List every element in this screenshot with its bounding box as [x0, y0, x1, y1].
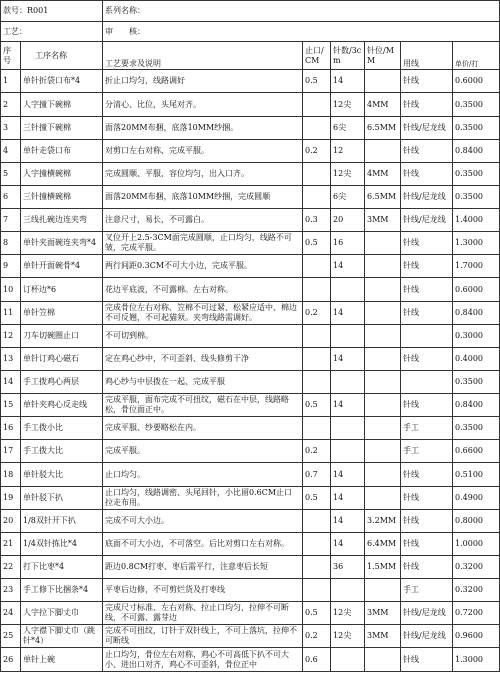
style-number: 款号：R001: [1, 1, 103, 22]
row-stitch-count: 6尖: [331, 116, 365, 139]
row-process-name: 人字拉下脚丈巾: [21, 602, 103, 625]
row-process-name: 1/8双针开下扒: [21, 509, 103, 532]
table-row: [1, 324, 500, 347]
row-stop-mouth: 0.5: [303, 602, 331, 625]
row-requirement: 完成尺寸标准、左右对称、拉止口均匀，拉伸不可断线，不可露、露芽边: [103, 602, 303, 625]
row-stitch-count: 12尖: [331, 162, 365, 185]
row-stop-mouth: 0.5: [303, 70, 331, 93]
row-stop-mouth: 0.2: [303, 440, 331, 463]
table-row: [1, 116, 500, 139]
row-stitch-count: 12尖: [331, 93, 365, 116]
row-stop-mouth: 0.2: [303, 139, 331, 162]
row-requirement: 两行间距0.3CM不可大小边，完成平服。: [103, 255, 303, 278]
row-seq: 9: [1, 255, 21, 278]
row-thread: 针线: [401, 70, 453, 93]
row-requirement: 对剪口左右对称，完成平服。: [103, 139, 303, 162]
table-row: [1, 232, 500, 255]
row-needle-gauge: [365, 70, 401, 93]
table-row: [1, 602, 500, 625]
row-stop-mouth: [303, 509, 331, 532]
table-row: [1, 162, 500, 185]
row-process-name: 单针开面碗骨*4: [21, 255, 103, 278]
row-process-name: 单针笠棉: [21, 301, 103, 324]
row-unit-price: 0.6000: [453, 70, 500, 93]
row-seq: 25: [1, 625, 21, 648]
row-needle-gauge: 1.5MM: [365, 555, 401, 578]
table-row: [1, 394, 500, 417]
row-requirement: 平枣后边修，不可剪烂货及打枣线: [103, 579, 303, 602]
row-needle-gauge: [365, 139, 401, 162]
row-stitch-count: [331, 278, 365, 301]
row-requirement: 花边平底波，不可露棉。左右对称。: [103, 278, 303, 301]
row-needle-gauge: 4MM: [365, 93, 401, 116]
row-stop-mouth: [303, 185, 331, 208]
table-row: [1, 255, 500, 278]
row-needle-gauge: 3MM: [365, 209, 401, 232]
row-requirement: 面落20MM布捆，底落10MM纱捆，完成圆顺: [103, 185, 303, 208]
row-thread: 针线: [401, 255, 453, 278]
row-seq: 21: [1, 532, 21, 555]
table-row: [1, 185, 500, 208]
row-thread: 针线: [401, 232, 453, 255]
row-requirement: 止口均匀，骨位左右对称，鸡心不可高低下扒不可大小、进出口对齐，鸡心不可歪斜，骨位正中: [103, 648, 303, 672]
row-process-name: 三针撞下碗棉: [21, 116, 103, 139]
row-stop-mouth: 0.5: [303, 486, 331, 509]
row-thread: 手工: [401, 579, 453, 602]
row-unit-price: 0.3200: [453, 555, 500, 578]
row-process-name: 手工修下比捆条*4: [21, 579, 103, 602]
col-needle-gauge: 针位/MM: [365, 41, 401, 70]
row-seq: 2: [1, 93, 21, 116]
row-unit-price: 0.7200: [453, 602, 500, 625]
row-needle-gauge: [365, 648, 401, 672]
row-unit-price: 1.4000: [453, 209, 500, 232]
row-unit-price: 0.8000: [453, 509, 500, 532]
table-row: [1, 532, 500, 555]
row-needle-gauge: [365, 278, 401, 301]
row-process-name: 单针驳大比: [21, 463, 103, 486]
row-stop-mouth: [303, 324, 331, 347]
row-process-name: 1/4双针拣比*4: [21, 532, 103, 555]
col-seq: 序号: [1, 41, 21, 70]
row-stop-mouth: 0.3: [303, 209, 331, 232]
row-needle-gauge: [365, 486, 401, 509]
row-stitch-count: 14: [331, 301, 365, 324]
row-process-name: 人字撞下碗棉: [21, 93, 103, 116]
row-thread: 针线/尼龙线: [401, 185, 453, 208]
row-thread: [401, 324, 453, 347]
row-seq: 5: [1, 162, 21, 185]
row-thread: 针线: [401, 463, 453, 486]
row-process-name: 三针撞横碗棉: [21, 185, 103, 208]
row-needle-gauge: [365, 324, 401, 347]
row-stop-mouth: [303, 370, 331, 393]
row-thread: 针线: [401, 394, 453, 417]
table-row: [1, 579, 500, 602]
row-unit-price: 0.3200: [453, 579, 500, 602]
row-seq: 15: [1, 394, 21, 417]
row-thread: 针线: [401, 555, 453, 578]
table-row: [1, 648, 500, 672]
row-requirement: 分清心、比位，头尾对齐。: [103, 93, 303, 116]
row-needle-gauge: [365, 255, 401, 278]
row-seq: 23: [1, 579, 21, 602]
row-requirement: 不可切到棉。: [103, 324, 303, 347]
row-needle-gauge: [365, 440, 401, 463]
row-requirement: 完成不可扭纹，订针于双针线上，不可上落坑，拉伸不可断线: [103, 625, 303, 648]
row-stop-mouth: 0.7: [303, 463, 331, 486]
table-row: [1, 509, 500, 532]
table-row: [1, 209, 500, 232]
row-unit-price: 1.0000: [453, 532, 500, 555]
row-unit-price: 0.3500: [453, 417, 500, 440]
row-requirement: 叉位开上2.5-3CM面完成圆顺，止口均匀，线路不可皱，完成平服。: [103, 232, 303, 255]
row-requirement: 完成不可大小边。: [103, 509, 303, 532]
row-stitch-count: 6尖: [331, 185, 365, 208]
row-thread: 针线: [401, 162, 453, 185]
col-thread: 用线: [401, 41, 453, 70]
row-unit-price: 0.3500: [453, 185, 500, 208]
table-row: [1, 440, 500, 463]
row-process-name: 三线扎碗边连夹弯: [21, 209, 103, 232]
row-unit-price: 1.7000: [453, 255, 500, 278]
row-stop-mouth: [303, 162, 331, 185]
row-unit-price: 0.5100: [453, 463, 500, 486]
row-needle-gauge: [365, 463, 401, 486]
row-stitch-count: [331, 648, 365, 672]
table-row: [1, 347, 500, 370]
row-stitch-count: [331, 370, 365, 393]
row-stitch-count: 14: [331, 70, 365, 93]
row-process-name: 单针驳下扒: [21, 486, 103, 509]
row-unit-price: 0.6600: [453, 440, 500, 463]
row-needle-gauge: 3MM: [365, 602, 401, 625]
row-requirement: 完成平服，面布完成不可扭纹，磁石在中层，线路略松，骨位面正中。: [103, 394, 303, 417]
row-process-name: 单针订鸡心磁石: [21, 347, 103, 370]
row-seq: 8: [1, 232, 21, 255]
row-stitch-count: 16: [331, 232, 365, 255]
table-row: [1, 463, 500, 486]
row-stop-mouth: [303, 579, 331, 602]
row-stop-mouth: [303, 347, 331, 370]
row-thread: [401, 370, 453, 393]
col-stitch-count: 针数/3cm: [331, 41, 365, 70]
row-needle-gauge: [365, 232, 401, 255]
row-stitch-count: 14: [331, 347, 365, 370]
row-stitch-count: [331, 324, 365, 347]
row-requirement: 面落20MM布捆，底落10MM纱捆。: [103, 116, 303, 139]
row-process-name: 手工拨小比: [21, 417, 103, 440]
row-stitch-count: 14: [331, 486, 365, 509]
row-process-name: 订杯边*6: [21, 278, 103, 301]
table-row: [1, 93, 500, 116]
row-unit-price: 0.3000: [453, 324, 500, 347]
col-unit-price: 单价/打: [453, 41, 500, 70]
row-process-name: 单针夹面碗连夹弯*4: [21, 232, 103, 255]
row-stitch-count: [331, 417, 365, 440]
row-seq: 20: [1, 509, 21, 532]
row-needle-gauge: [365, 394, 401, 417]
row-needle-gauge: 6.4MM: [365, 532, 401, 555]
row-unit-price: 0.6000: [453, 278, 500, 301]
row-stitch-count: 20: [331, 209, 365, 232]
row-thread: 手工: [401, 417, 453, 440]
row-thread: 针线/尼龙线: [401, 602, 453, 625]
row-seq: 12: [1, 324, 21, 347]
row-process-name: 打下比枣*4: [21, 555, 103, 578]
row-seq: 16: [1, 417, 21, 440]
row-stop-mouth: [303, 555, 331, 578]
row-stitch-count: 14: [331, 463, 365, 486]
row-stitch-count: [331, 440, 365, 463]
row-requirement: 定在鸡心纱中，不可歪斜、线头修剪干净: [103, 347, 303, 370]
row-stop-mouth: [303, 417, 331, 440]
row-process-name: 手工拨大比: [21, 440, 103, 463]
row-needle-gauge: 3MM: [365, 625, 401, 648]
row-thread: 针线: [401, 139, 453, 162]
row-unit-price: 0.8400: [453, 394, 500, 417]
row-stitch-count: [331, 579, 365, 602]
row-stop-mouth: 0.5: [303, 232, 331, 255]
row-seq: 24: [1, 602, 21, 625]
row-stitch-count: 12尖: [331, 602, 365, 625]
row-unit-price: 0.8400: [453, 301, 500, 324]
row-requirement: 止口均匀。: [103, 463, 303, 486]
table-row: [1, 486, 500, 509]
row-seq: 14: [1, 370, 21, 393]
table-row: [1, 278, 500, 301]
table-row: [1, 625, 500, 648]
row-process-name: 单针折袋口布*4: [21, 70, 103, 93]
row-unit-price: 0.9600: [453, 625, 500, 648]
table-row: [1, 301, 500, 324]
row-seq: 6: [1, 185, 21, 208]
row-stitch-count: 12: [331, 139, 365, 162]
col-stop-mouth: 止口/CM: [303, 41, 331, 70]
series-name: 系列名称：: [103, 1, 500, 22]
row-unit-price: 0.3500: [453, 116, 500, 139]
row-stop-mouth: [303, 278, 331, 301]
row-thread: 针线/尼龙线: [401, 116, 453, 139]
row-unit-price: 0.4000: [453, 347, 500, 370]
row-requirement: 距边0.8CM打枣、枣后需平行，注意枣后长短: [103, 555, 303, 578]
row-thread: 针线: [401, 93, 453, 116]
row-requirement: 注意尺寸，易长，不可露白。: [103, 209, 303, 232]
row-unit-price: 0.3500: [453, 162, 500, 185]
table-row: [1, 417, 500, 440]
row-stop-mouth: 0.6: [303, 648, 331, 672]
row-requirement: 完成平服。: [103, 440, 303, 463]
row-requirement: 止口均匀，线路调密、头尾回针，小比留0.6CM止口拉走布用。: [103, 486, 303, 509]
row-seq: 3: [1, 116, 21, 139]
col-process-name: 工序名称: [21, 41, 103, 70]
row-stop-mouth: [303, 532, 331, 555]
row-thread: 针线: [401, 648, 453, 672]
row-needle-gauge: 6.5MM: [365, 116, 401, 139]
row-stitch-count: 14: [331, 509, 365, 532]
row-process-name: 单针夹鸡心反走线: [21, 394, 103, 417]
row-stop-mouth: 0.5: [303, 394, 331, 417]
row-process-name: 单针上碗: [21, 648, 103, 672]
row-needle-gauge: [365, 347, 401, 370]
row-unit-price: 0.4900: [453, 486, 500, 509]
row-requirement: 鸡心纱与中层拨在一起、完成平服: [103, 370, 303, 393]
row-stitch-count: 12尖: [331, 625, 365, 648]
row-seq: 17: [1, 440, 21, 463]
row-seq: 13: [1, 347, 21, 370]
row-stitch-count: 14: [331, 532, 365, 555]
table-row: [1, 555, 500, 578]
row-thread: 针线: [401, 532, 453, 555]
row-stop-mouth: 0.2: [303, 625, 331, 648]
row-seq: 4: [1, 139, 21, 162]
row-needle-gauge: [365, 579, 401, 602]
row-needle-gauge: 3.2MM: [365, 509, 401, 532]
row-unit-price: 1.3000: [453, 232, 500, 255]
row-process-name: 人字撞横碗棉: [21, 162, 103, 185]
row-requirement: 折止口均匀，线路调好: [103, 70, 303, 93]
row-thread: 手工: [401, 440, 453, 463]
row-requirement: 完成平服、纱要略松在内。: [103, 417, 303, 440]
row-unit-price: 1.3000: [453, 648, 500, 672]
row-stop-mouth: [303, 93, 331, 116]
row-stitch-count: 36: [331, 555, 365, 578]
row-process-name: 手工拨鸡心两层: [21, 370, 103, 393]
row-thread: 针线: [401, 486, 453, 509]
row-stop-mouth: [303, 255, 331, 278]
row-stitch-count: 14: [331, 394, 365, 417]
row-seq: 19: [1, 486, 21, 509]
row-requirement: 完成骨位左右对称、笠棉不可过紧、松紧应适中、棉边不可反翘，不可起猫须。夹弯线路需调好。: [103, 301, 303, 324]
row-thread: 针线/尼龙线: [401, 209, 453, 232]
row-requirement: 完成圆顺、平服，容位均匀，出入口齐。: [103, 162, 303, 185]
row-seq: 22: [1, 555, 21, 578]
row-process-name: 单针走袋口布: [21, 139, 103, 162]
process-label: 工艺：: [1, 22, 103, 41]
row-needle-gauge: [365, 370, 401, 393]
row-unit-price: 0.3500: [453, 93, 500, 116]
row-thread: 针线: [401, 347, 453, 370]
row-needle-gauge: [365, 417, 401, 440]
row-seq: 11: [1, 301, 21, 324]
row-unit-price: 0.3500: [453, 370, 500, 393]
row-requirement: 底面不可大小边，不可落空。后比对剪口左右对称。: [103, 532, 303, 555]
row-needle-gauge: 6.5MM: [365, 185, 401, 208]
row-seq: 1: [1, 70, 21, 93]
row-unit-price: 0.8400: [453, 139, 500, 162]
row-stop-mouth: [303, 116, 331, 139]
row-seq: 7: [1, 209, 21, 232]
table-row: [1, 70, 500, 93]
row-thread: 针线: [401, 278, 453, 301]
row-seq: 26: [1, 648, 21, 672]
table-row: [1, 370, 500, 393]
col-requirement: 工艺要求及说明: [103, 41, 303, 70]
row-seq: 10: [1, 278, 21, 301]
row-seq: 18: [1, 463, 21, 486]
row-process-name: 刀车切碗圈止口: [21, 324, 103, 347]
row-thread: 针线/尼龙线: [401, 625, 453, 648]
table-row: [1, 139, 500, 162]
row-needle-gauge: 4MM: [365, 162, 401, 185]
row-thread: 针线: [401, 509, 453, 532]
row-process-name: 人字襟下脚丈巾（跳针*4）: [21, 625, 103, 648]
row-thread: 针线: [401, 301, 453, 324]
row-stitch-count: 14: [331, 255, 365, 278]
row-stop-mouth: 0.2: [303, 301, 331, 324]
review-label: 审 核：: [103, 22, 500, 41]
row-needle-gauge: [365, 301, 401, 324]
